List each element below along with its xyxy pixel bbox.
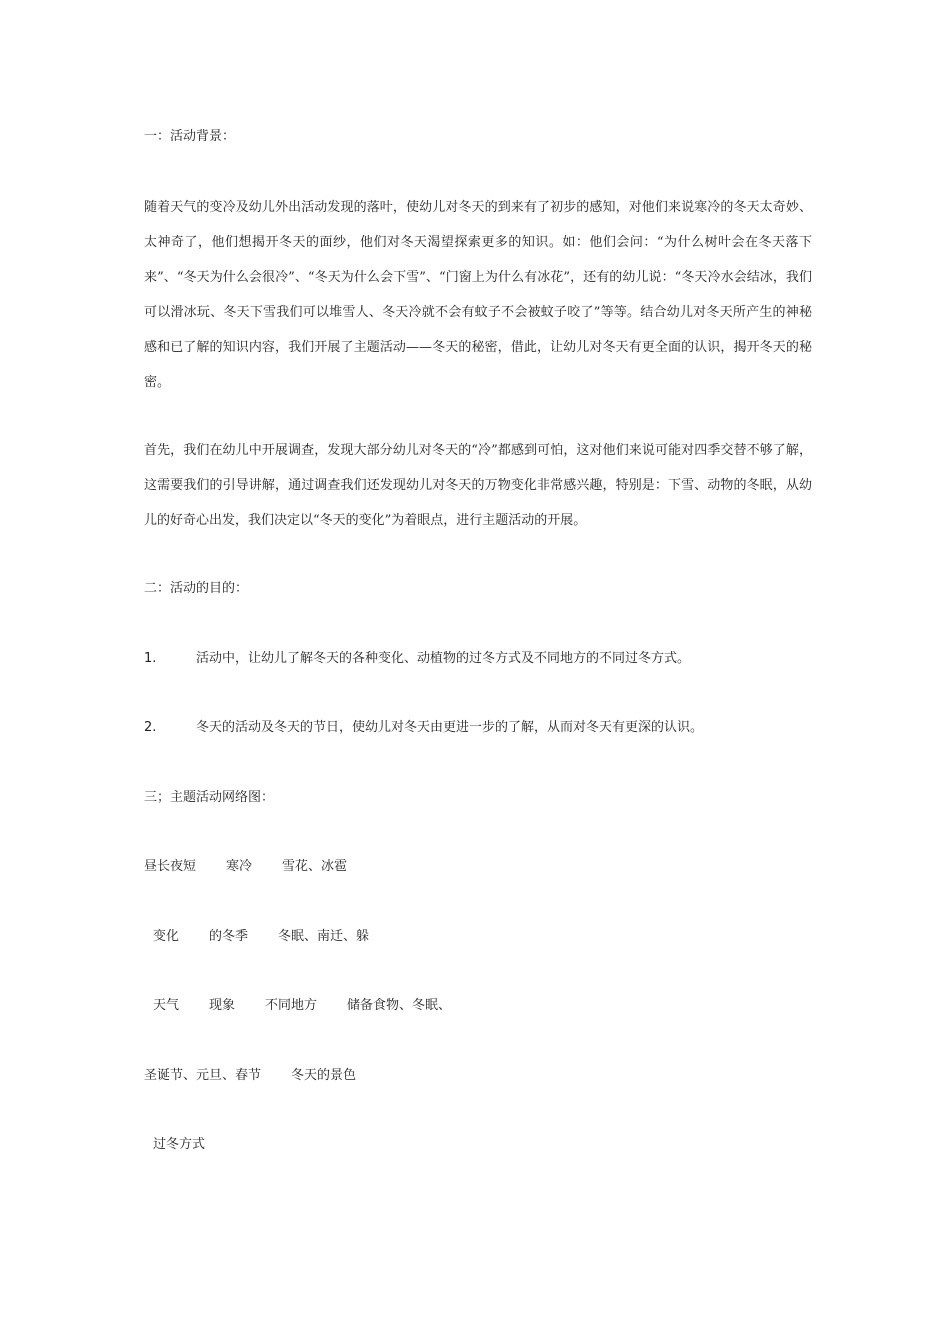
network-node: 圣诞节、元旦、春节: [144, 1068, 262, 1083]
network-node: 雪花、冰雹: [282, 859, 348, 874]
goal-item-number: 1.: [144, 651, 157, 666]
network-row-4: [144, 1067, 356, 1085]
network-node: 的冬季: [209, 929, 249, 944]
section3-heading: 三；主题活动网络图：: [144, 790, 275, 805]
survey-paragraph: 首先，我们在幼儿中开展调查，发现大部分幼儿对冬天的“冷”都感到可怕，这对他们来说可能对四季交替不够了解，这需要我们的引导讲解，通过调查我们还发现幼儿对冬天的万物变化非常感兴趣，特别是：下雪、动物的冬眠，从幼儿的好奇心出发，我们决定以“冬天的变化”为着眼点，进行主题活动的开展。: [144, 443, 812, 528]
network-row-3: [153, 997, 451, 1015]
goal-item-number: 2.: [144, 720, 157, 735]
section2-heading: 二：活动的目的：: [144, 581, 249, 596]
network-row-1: [144, 858, 347, 876]
network-node: 昼长夜短: [144, 859, 197, 874]
network-node: 不同地方: [265, 998, 318, 1013]
network-node: 天气: [153, 998, 180, 1013]
network-node: 变化: [153, 929, 180, 944]
goal-item-1: [144, 650, 690, 668]
goal-item-text: 冬天的活动及冬天的节日，使幼儿对冬天由更进一步的了解，从而对冬天有更深的认识。: [196, 720, 704, 735]
section1-heading: 一：活动背景：: [144, 129, 236, 144]
network-node: 现象: [209, 998, 236, 1013]
background-paragraph: 随着天气的变冷及幼儿外出活动发现的落叶，使幼儿对冬天的到来有了初步的感知，对他们来说寒冷的冬天太奇妙、太神奇了，他们想揭开冬天的面纱，他们对冬天渴望探索更多的知识。如：他们会问：“为什么树叶会在冬天落下来”、“冬天为什么会很冷”、“冬天为什么会下雪”、“门窗上为什么有冰花”，还有的幼儿说：“冬天冷水会结冰，我们可以滑冰玩、冬天下雪我们可以堆雪人、冬天冷就不会有蚊子不会被蚊子咬了”等等。结合幼儿对冬天所产生的神秘感和已了解的知识内容，我们开展了主题活动——冬天的秘密，借此，让幼儿对冬天有更全面的认识，揭开冬天的秘密。: [144, 200, 812, 390]
network-row-5: [153, 1136, 205, 1154]
goal-item-text: 活动中，让幼儿了解冬天的各种变化、动植物的过冬方式及不同地方的不同过冬方式。: [196, 651, 691, 666]
document-page: [144, 0, 812, 1344]
network-node: 储备食物、冬眠、: [347, 998, 452, 1013]
network-node: 冬眠、南迁、躲: [278, 929, 370, 944]
network-node: 过冬方式: [153, 1137, 206, 1152]
goal-item-2: [144, 719, 703, 737]
network-node: 寒冷: [226, 859, 253, 874]
network-row-2: [153, 928, 369, 946]
network-node: 冬天的景色: [291, 1068, 357, 1083]
